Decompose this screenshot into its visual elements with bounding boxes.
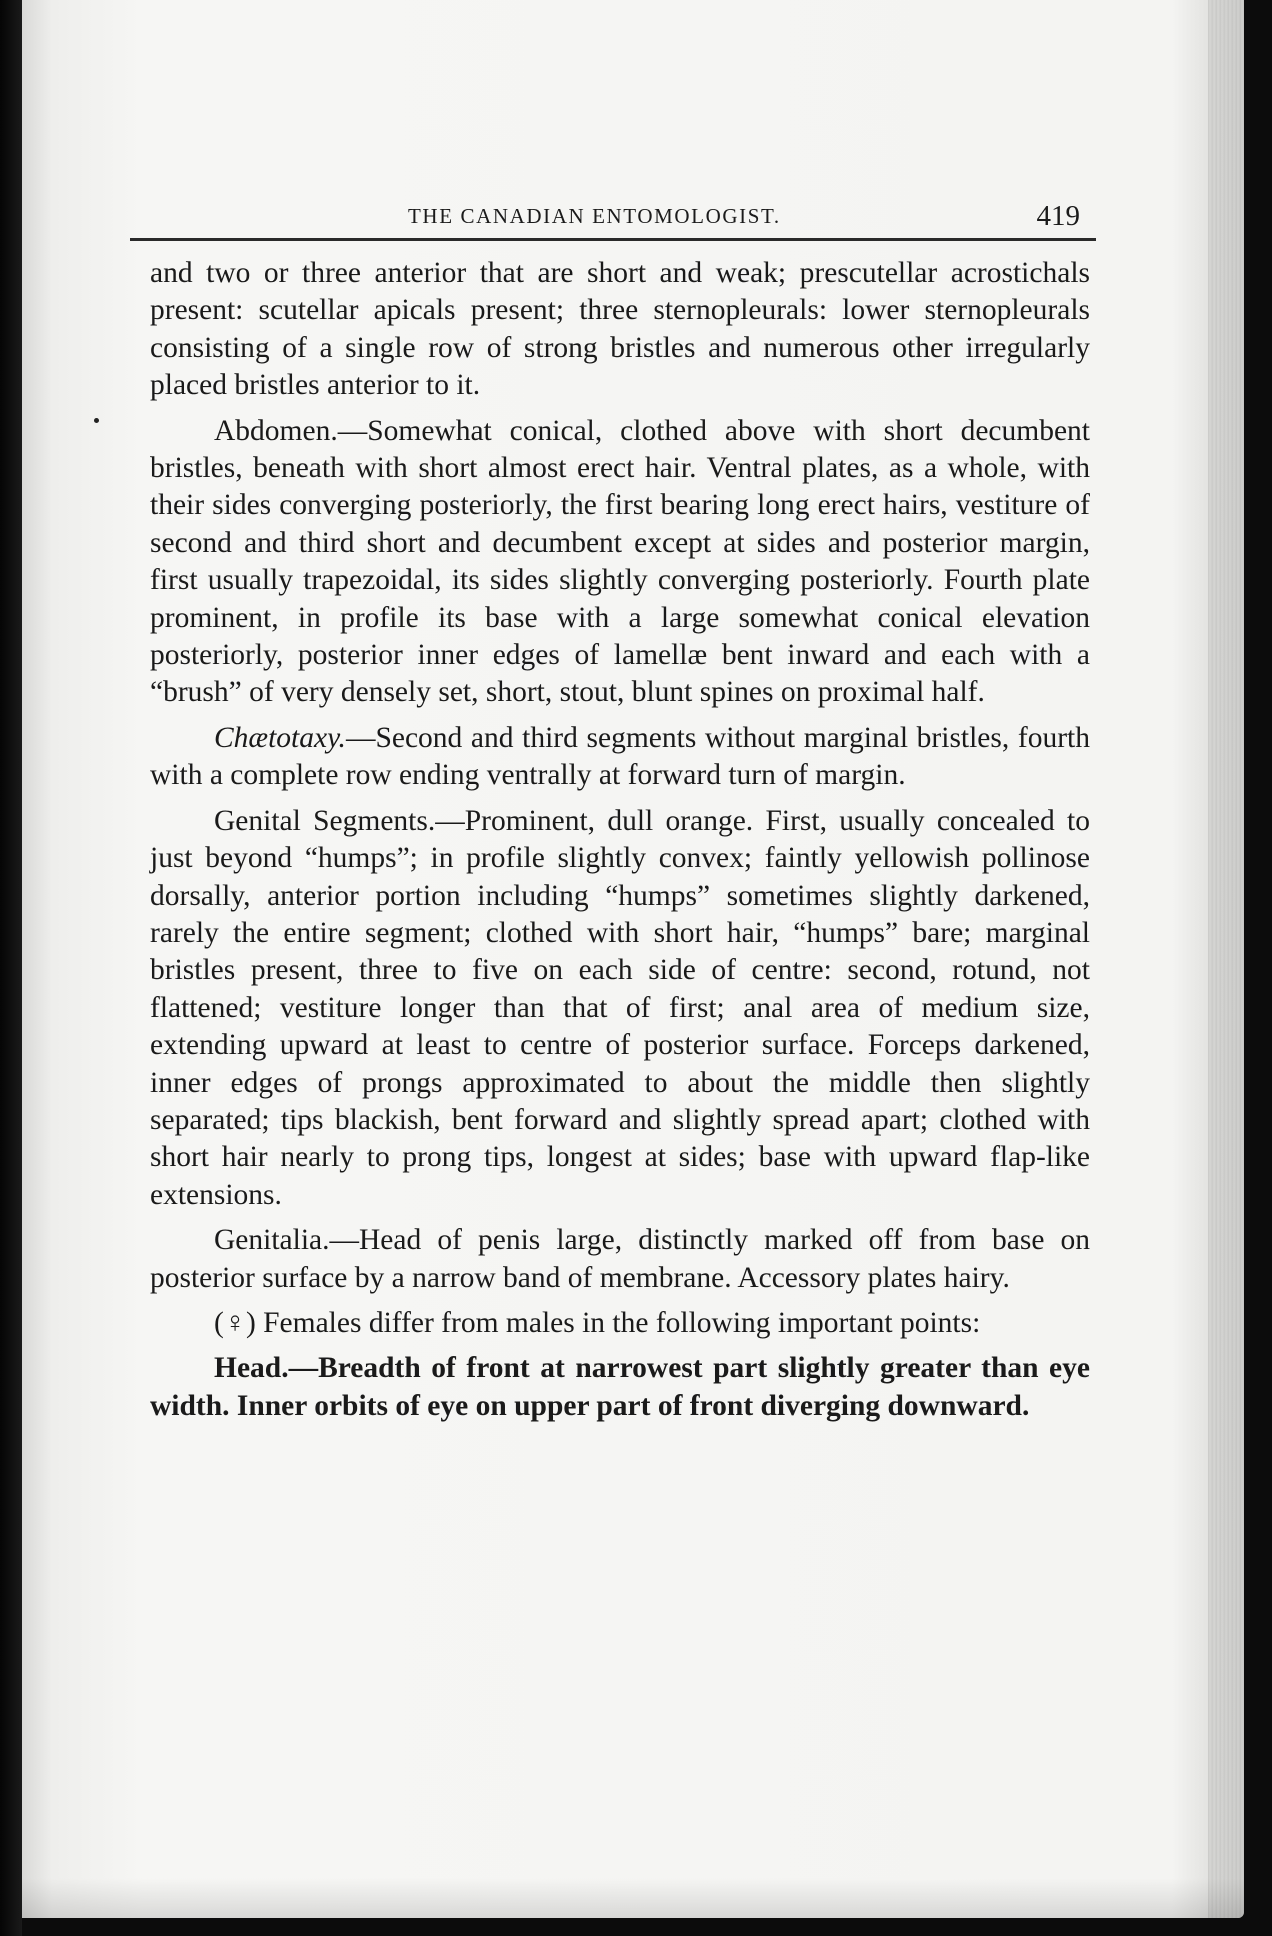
chaetotaxy-heading: Chætotaxy.: [214, 721, 346, 754]
running-head: [136, 196, 1096, 236]
running-title: THE CANADIAN ENTOMOLOGIST.: [408, 204, 781, 228]
paragraph-genital-segments: Genital Segments.—Prominent, dull orange. First, usually concealed to just beyond “humps”; in profile slightly convex; faintly yellowish pollinose dorsally, anterior portion including “humps” sometimes slightly darkened, rarely the entire segment; clothed with short hair, “humps” bare; marginal bristles present, three to five on each side of centre: second, rotund, not flattened; vestiture longer than that of first; anal area of medium size, extending upward at least to centre of posterior surface. Forceps darkened, inner edges of prongs approximated to about the middle then slightly separated; tips blackish, bent forward and slightly spread apart; clothed with short hair nearly to prong tips, longest at sides; base with upward flap-like extensions.: [150, 804, 1090, 1211]
page-number: 419: [1036, 200, 1080, 232]
paragraph-chaetotaxy: [150, 720, 1090, 795]
paragraph-genitalia: Genitalia.—Head of penis large, distinctly marked off from base on posterior surface by a narrow band of membrane. Accessory plates hairy.: [150, 1224, 1090, 1294]
page-edge-shadow: [1208, 0, 1244, 1918]
page-bottom-shadow: [22, 1878, 1244, 1918]
paragraph-continuation: and two or three anterior that are short and weak; prescutellar acrostichals present: scutellar apicals present; three sternopleurals: lower sternopleurals consisting of a single row of strong bristles and numerous other irregularly placed bristles anterior to it.: [150, 257, 1090, 402]
body-text: [150, 255, 1090, 1433]
chaetotaxy-text: —Second and third segments without marginal bristles, fourth with a complete row ending ventrally at forward turn of margin.: [150, 721, 1090, 792]
scan-left-border: [0, 0, 22, 1936]
paragraph-females: (♀) Females differ from males in the following important points:: [214, 1306, 981, 1339]
paragraph-head: Head.—Breadth of front at narrowest part slightly greater than eye width. Inner orbits of eye on upper part of front diverging downward.: [150, 1352, 1090, 1422]
ink-speck: [94, 418, 99, 423]
paragraph-abdomen: Abdomen.—Somewhat conical, clothed above with short decumbent bristles, beneath with short almost erect hair. Ventral plates, as a whole, with their sides converging posteriorly, the first bearing long erect hairs, vestiture of second and third short and decumbent except at sides and posterior margin, first usually trapezoidal, its sides slightly converging posteriorly. Fourth plate prominent, in profile its base with a large somewhat conical elevation posteriorly, posterior inner edges of lamellæ bent inward and each with a “brush” of very densely set, short, stout, blunt spines on proximal half.: [150, 414, 1090, 709]
header-rule: [130, 238, 1096, 241]
